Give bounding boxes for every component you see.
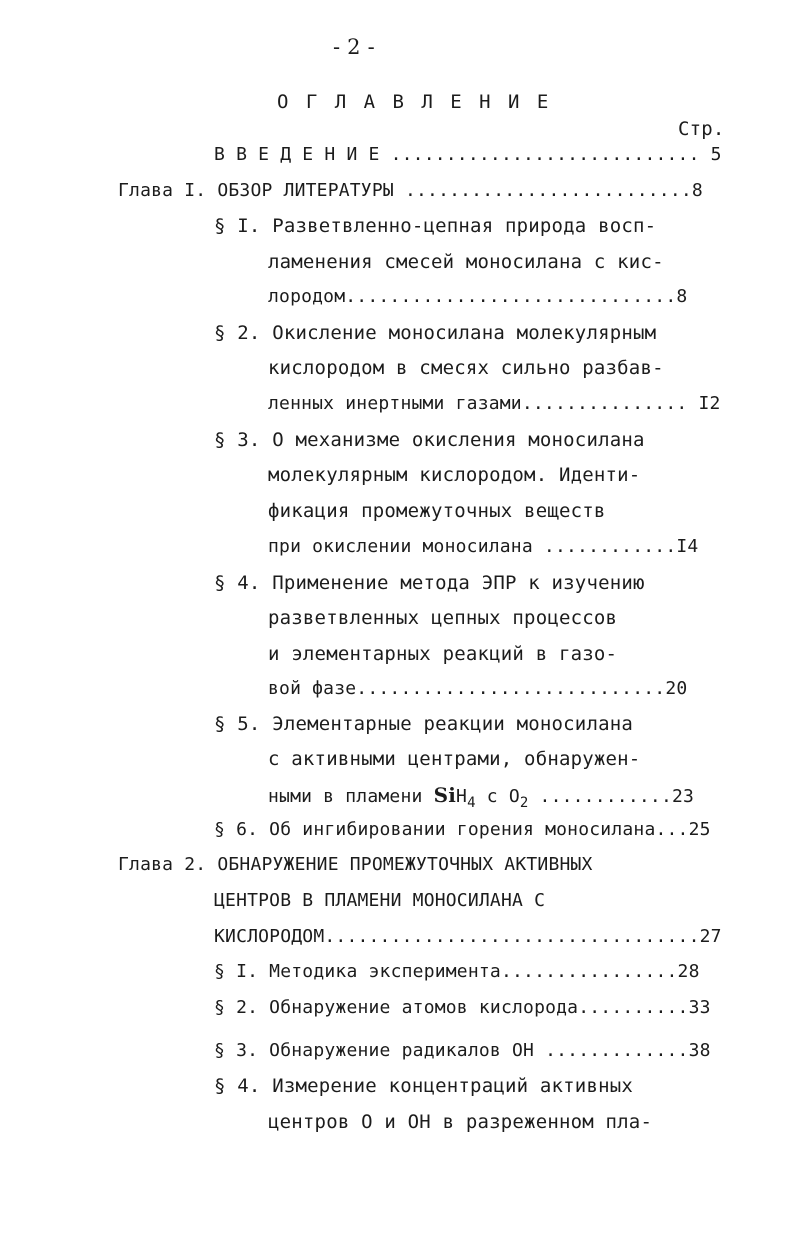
silicon-symbol: Si [433,783,457,807]
toc-title: О Г Л А В Л Е Н И Е [277,91,552,113]
toc-ch2-s4-line2: центров О и ОН в разреженном пла- [268,1111,653,1133]
toc-ch1-s6: § 6. Об ингибировании горения моносилана...25 [214,819,711,840]
oxygen-symbol: с O [475,786,520,807]
toc-ch1-s3-line1: § 3. О механизме окисления моносилана [214,429,645,451]
oxygen-subscript: 2 [519,795,529,811]
toc-chapter-2-line3: КИСЛОРОДОМ..................................27 [214,926,722,947]
toc-entry-introduction: В В Е Д Е Н И Е ............................ 5 [214,144,722,165]
hydrogen-subscript: 4 [467,795,476,811]
toc-ch1-s3-line3: фикация промежуточных веществ [268,500,606,522]
toc-ch1-s3-line2: молекулярным кислородом. Иденти- [268,464,641,486]
toc-ch1-s2-line3: ленных инертными газами............... I2 [268,393,721,414]
toc-ch2-s2: § 2. Обнаружение атомов кислорода..........33 [214,997,711,1018]
toc-ch1-s4-line1: § 4. Применение метода ЭПР к изучению [214,572,645,594]
toc-ch1-s4-line3: и элементарных реакций в газо- [268,643,618,665]
toc-ch1-s3-line4: при окислении моносилана ............I4 [268,536,699,557]
page-number: - 2 - [333,35,375,59]
toc-ch1-s5-line3 [268,782,694,816]
toc-ch2-s3: § 3. Обнаружение радикалов ОН .............38 [214,1040,711,1061]
hydrogen-symbol: H [456,786,468,807]
toc-ch1-s2-line1: § 2. Окисление моносилана молекулярным [214,322,657,344]
toc-ch1-s1-line2: ламенения смесей моносилана с кис- [268,251,664,273]
toc-ch1-s1-line1: § I. Разветвленно-цепная природа восп- [214,215,657,237]
toc-ch1-s2-line2: кислородом в смесях сильно разбав- [268,357,664,379]
toc-ch1-s5-line1: § 5. Элементарные реакции моносилана [214,713,634,735]
toc-chapter-1-title: Глава I. ОБЗОР ЛИТЕРАТУРЫ ..........................8 [118,180,703,201]
toc-ch2-s1: § I. Методика эксперимента................28 [214,961,700,982]
page-column-label: Стр. [678,118,725,140]
formula-prefix: ными в пламени [268,786,434,807]
toc-chapter-2-line1: Глава 2. ОБНАРУЖЕНИЕ ПРОМЕЖУТОЧНЫХ АКТИВНЫХ [118,854,593,875]
toc-ch1-s5-line2: с активными центрами, обнаружен- [268,748,641,770]
toc-ch2-s4-line1: § 4. Измерение концентраций активных [214,1075,634,1097]
formula-leader: ............23 [528,786,695,807]
toc-ch1-s4-line2: разветвленных цепных процессов [268,607,618,629]
toc-chapter-2-line2: ЦЕНТРОВ В ПЛАМЕНИ МОНОСИЛАНА С [214,890,546,911]
toc-ch1-s4-line4: вой фазе............................20 [268,678,688,699]
toc-ch1-s1-line3: лородом..............................8 [268,286,688,307]
